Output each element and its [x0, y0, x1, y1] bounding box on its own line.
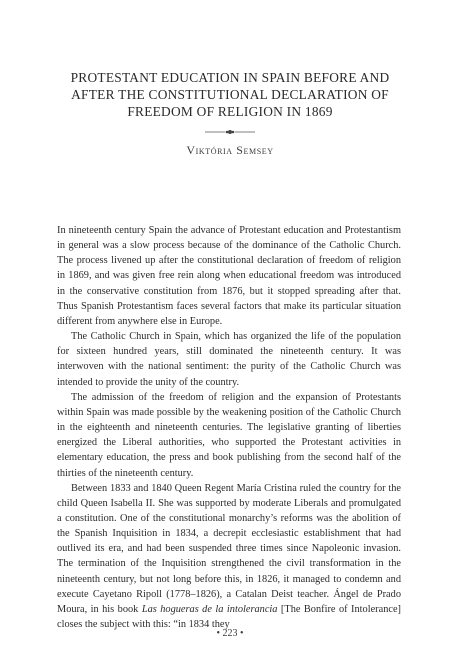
title-line: AFTER THE CONSTITUTIONAL DECLARATION OF: [71, 87, 389, 102]
paragraph: The admission of the freedom of religion and the expansion of Protestants within Spain was made possible by the weakening position of the Catholic Church in the eighteenth and nineteenth centuries. The legislative granting of liberties energized the Liberal authorities, who supported the Protestant activities in elementary education, the press and book publishing from the second half of the thirties of the nineteenth century.: [57, 391, 401, 479]
book-title: Las hogueras de la intolerancia: [141, 603, 278, 615]
paragraph-text: Between 1833 and 1840 Queen Regent María Cristina ruled the country for the child Queen Isabella II. She was supported by moderate Liberals and promulgated a constitution. One of the constitutional monarchy’s reforms was the abolition of the Spanish Inquisition in 1834, a decrepit ecclesiastic establishment that had outlived its era, and had been suspended three times since Napoleonic invasion. The termination of the Inquisition strengthened the civil transformation in the nineteenth century, but not long before this, in 1826, it managed to condemn and execute Cayetano Ripoll (1778–1826), a Catalan Deist teacher. Ángel de Prado Moura, in his book: [57, 482, 401, 615]
title-line: PROTESTANT EDUCATION IN SPAIN BEFORE AND: [70, 70, 390, 85]
title-line: FREEDOM OF RELIGION IN 1869: [127, 104, 333, 119]
article-body: [57, 223, 401, 632]
author-name: Viktória Semsey: [186, 143, 274, 157]
paragraph: [57, 481, 401, 633]
paragraph-text: [The Bonfire of Intolerance] closes the subject with this: “in 1834 they: [57, 603, 402, 631]
ornament-divider: [205, 128, 255, 136]
page-number: • 223 •: [216, 628, 244, 639]
paragraph: In nineteenth century Spain the advance of Protestant education and Protestantism in general was a slow process because of the dominance of the Catholic Church. The process livened up after the constitutional declaration of freedom of religion in 1869, and was given free rein along when educational freedom was introduced in the conservative constitution from 1876, but it stopped spreading after that. Thus Spanish Protestantism faces several factors that make its particular situation different from anywhere else in Europe.: [57, 225, 401, 327]
paragraph: The Catholic Church in Spain, which has organized the life of the population for sixteen hundred years, still dominated the nineteenth century. It was interwoven with the national sentiment: the purity of the Catholic Church was intended to provide the unity of the country.: [57, 331, 401, 388]
article-title: [0, 69, 460, 120]
